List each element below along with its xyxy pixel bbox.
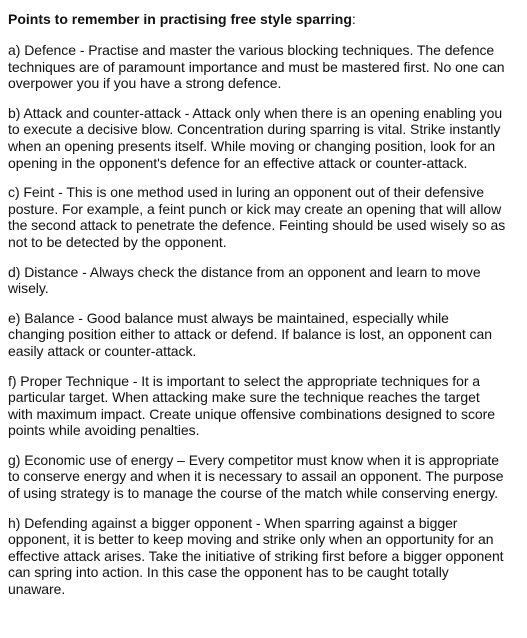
text-line: the second attack to penetrate the defence. Feinting should be used wisely so as [8,217,506,234]
text-line: to execute a decisive blow. Concentration during sparring is vital. Strike instantly [8,121,501,138]
point-b-attack [8,105,519,171]
text-line: can spring into action. In this case the opponent has to be caught totally [8,564,449,581]
text-line: posture. For example, a feint punch or kick may create an opening that will allow [8,200,502,217]
text-line: not to be detected by the opponent. [8,233,227,250]
document-heading [8,10,519,28]
text-line: opponent, it is better to keep moving and strike only when an opportunity for an [8,531,494,548]
text-line: overpower you if you have a strong defence. [8,75,282,92]
text-line: points while avoiding penalties. [8,422,200,439]
text-line: b) Attack and counter-attack - Attack only when there is an opening enabling you [8,104,503,121]
text-line: wisely. [8,280,49,297]
text-line: particular target. When attacking make sure the technique reaches the target [8,389,480,406]
text-line: e) Balance - Good balance must always be maintained, especially while [8,309,449,326]
text-line: of using strategy is to manage the course of the match while conserving energy. [8,485,498,502]
text-line: techniques are of paramount importance and must be mastered first. No one can [8,58,505,75]
point-c-feint [8,184,519,250]
text-line: when an opening presents itself. While moving or changing position, look for an [8,137,496,154]
point-g-energy [8,452,519,502]
text-line: effective attack arises. Take the initiative of striking first before a bigger opponent [8,547,504,564]
text-line: c) Feint - This is one method used in luring an opponent out of their defensive [8,184,484,201]
heading-title: Points to remember in practising free style sparring [8,11,352,27]
text-line: to conserve energy and when it is necessary to assail an opponent. The purpose [8,468,504,485]
text-line: unaware. [8,581,66,598]
text-line: a) Defence - Practise and master the various blocking techniques. The defence [8,42,495,58]
point-d-distance [8,264,519,297]
point-a-defence [8,42,519,92]
text-line: h) Defending against a bigger opponent - When sparring against a bigger [8,514,458,531]
text-line: f) Proper Technique - It is important to select the appropriate techniques for a [8,372,481,389]
text-line: changing position either to attack or defend. If balance is lost, an opponent can [8,326,492,343]
text-line: with maximum impact. Create unique offensive combinations designed to score [8,405,496,422]
heading-suffix: : [351,11,356,27]
text-line: opening in the opponent's defence for an effective attack or counter-attack. [8,154,468,171]
point-e-balance [8,310,519,360]
point-f-technique [8,373,519,439]
text-line: easily attack or counter-attack. [8,342,197,359]
text-line: g) Economic use of energy – Every competitor must know when it is appropriate [8,451,500,468]
point-h-bigger-opponent [8,515,519,598]
text-line: d) Distance - Always check the distance from an opponent and learn to move [8,263,481,280]
